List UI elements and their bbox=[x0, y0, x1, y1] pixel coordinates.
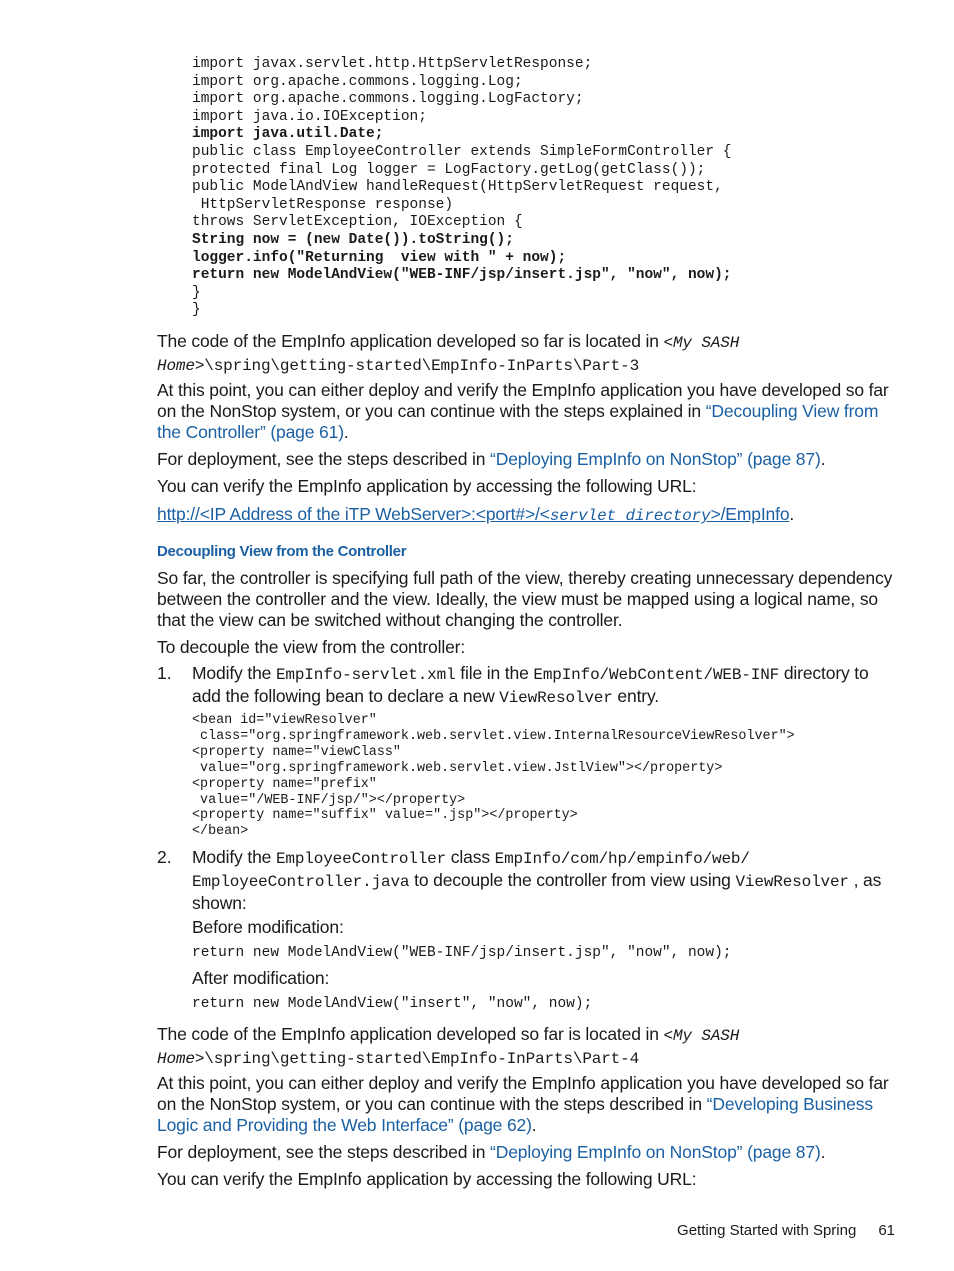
decoupling-view-link[interactable]: “Decoupling View from the Controller” (page 61) bbox=[157, 401, 879, 442]
code-location-paragraph bbox=[157, 1024, 897, 1070]
step-2-text bbox=[192, 847, 897, 914]
code-line: <property name="viewClass" bbox=[192, 744, 401, 760]
path-lt: < bbox=[663, 1027, 673, 1045]
step-number: 1. bbox=[157, 663, 172, 683]
para-end: . bbox=[789, 504, 795, 524]
code-line: <bean id="viewResolver" bbox=[192, 713, 377, 728]
inline-code: ViewResolver bbox=[499, 689, 613, 707]
code-line: </bean> bbox=[192, 824, 249, 840]
url-part: http://<IP Address of the iTP WebServer>:<port#>/< bbox=[157, 504, 550, 524]
after-modification-code: return new ModelAndView("insert", "now", now); bbox=[192, 996, 593, 1012]
page-number: 61 bbox=[878, 1222, 895, 1239]
intro-paragraph: So far, the controller is specifying full path of the view, thereby creating unnecessary dependency between the controller and the view. Ideally, the view must be mapped using a logical name, so that the view can be switched without changing the controller. bbox=[157, 568, 893, 630]
code-line: protected final Log logger = LogFactory.getLog(getClass()); bbox=[192, 161, 706, 178]
empinfo-url-link[interactable] bbox=[157, 504, 789, 524]
para-text: At this point, you can either deploy and verify the EmpInfo application you have developed so far on the NonStop system, or you can continue with the steps explained in bbox=[157, 380, 889, 421]
url-servlet-directory: servlet directory bbox=[549, 507, 711, 525]
para-end: . bbox=[531, 1115, 537, 1135]
para-text: The code of the EmpInfo application developed so far is located in bbox=[157, 331, 664, 351]
step-text: to decouple the controller from view using bbox=[409, 870, 736, 890]
section-heading: Decoupling View from the Controller bbox=[157, 543, 407, 560]
code-line: import org.apache.commons.logging.LogFactory; bbox=[192, 91, 584, 108]
code-line: } bbox=[192, 284, 201, 301]
code-block-bean bbox=[192, 713, 795, 840]
code-line: class="org.springframework.web.servlet.view.InternalResourceViewResolver"> bbox=[192, 728, 795, 744]
code-block-imports bbox=[192, 56, 892, 320]
path-placeholder: My SASH Home bbox=[157, 334, 740, 375]
instruction-paragraph: To decouple the view from the controller: bbox=[157, 637, 466, 657]
deploy-or-continue-paragraph bbox=[157, 380, 897, 443]
inline-code: EmpInfo/com/hp/empinfo/web/ EmployeeController.java bbox=[192, 850, 750, 891]
before-modification-label: Before modification: bbox=[192, 917, 344, 937]
step-text: , as shown: bbox=[192, 870, 882, 913]
step-text: Modify the bbox=[192, 663, 276, 683]
step-text: entry. bbox=[612, 686, 659, 706]
url-part: >/EmpInfo bbox=[710, 504, 790, 524]
verify-paragraph: You can verify the EmpInfo application by accessing the following URL: bbox=[157, 476, 697, 496]
deployment-paragraph bbox=[157, 1142, 897, 1163]
deployment-paragraph bbox=[157, 449, 897, 470]
code-line: } bbox=[192, 302, 201, 319]
para-text: At this point, you can either deploy and verify the EmpInfo application you have developed so far on the NonStop system, or you can continue with the steps described in bbox=[157, 1073, 889, 1114]
inline-code: ViewResolver bbox=[735, 873, 849, 891]
footer-title: Getting Started with Spring bbox=[677, 1222, 857, 1239]
code-line: HttpServletResponse response) bbox=[192, 196, 454, 213]
code-line: <property name="prefix" bbox=[192, 776, 377, 792]
path-rest: >\spring\getting-started\EmpInfo-InParts\Part-4 bbox=[194, 1050, 640, 1068]
step-text: directory to add the following bean to declare a new bbox=[192, 663, 869, 706]
code-line: public ModelAndView handleRequest(HttpServletRequest request, bbox=[192, 179, 723, 196]
code-location-paragraph bbox=[157, 331, 897, 377]
code-line: String now = (new Date()).toString(); bbox=[192, 231, 514, 248]
para-end: . bbox=[820, 1142, 826, 1162]
code-line: import java.util.Date; bbox=[192, 126, 384, 143]
page-footer bbox=[0, 1222, 895, 1239]
deploy-or-continue-paragraph bbox=[157, 1073, 897, 1136]
code-line: import org.apache.commons.logging.Log; bbox=[192, 73, 523, 90]
step-text: class bbox=[446, 847, 495, 867]
path-rest: >\spring\getting-started\EmpInfo-InParts\Part-3 bbox=[194, 357, 640, 375]
step-number: 2. bbox=[157, 847, 172, 867]
inline-code: EmployeeController bbox=[275, 850, 447, 868]
code-line: <property name="suffix" value=".jsp"></property> bbox=[192, 808, 578, 824]
code-line: return new ModelAndView("WEB-INF/jsp/insert.jsp", "now", now); bbox=[192, 267, 732, 284]
code-line: throws ServletException, IOException { bbox=[192, 214, 523, 231]
step-text: file in the bbox=[455, 663, 534, 683]
code-line: value="/WEB-INF/jsp/"></property> bbox=[192, 792, 466, 808]
code-line: import java.io.IOException; bbox=[192, 108, 427, 125]
para-end: . bbox=[343, 422, 349, 442]
inline-code: EmpInfo/WebContent/WEB-INF bbox=[533, 666, 780, 684]
path-placeholder: My SASH Home bbox=[157, 1027, 740, 1068]
para-text: For deployment, see the steps described in bbox=[157, 1142, 491, 1162]
code-line: logger.info("Returning view with " + now); bbox=[192, 249, 567, 266]
deploying-empinfo-link[interactable]: “Deploying EmpInfo on NonStop” (page 87) bbox=[490, 449, 821, 469]
verify-paragraph: You can verify the EmpInfo application by accessing the following URL: bbox=[157, 1169, 697, 1189]
before-modification-code: return new ModelAndView("WEB-INF/jsp/insert.jsp", "now", now); bbox=[192, 945, 732, 961]
code-line: import javax.servlet.http.HttpServletResponse; bbox=[192, 56, 593, 72]
deploying-empinfo-link[interactable]: “Deploying EmpInfo on NonStop” (page 87) bbox=[490, 1142, 821, 1162]
para-text: The code of the EmpInfo application developed so far is located in bbox=[157, 1024, 664, 1044]
code-line: public class EmployeeController extends SimpleFormController { bbox=[192, 143, 732, 160]
step-1-text bbox=[192, 663, 897, 709]
para-end: . bbox=[820, 449, 826, 469]
inline-code: EmpInfo-servlet.xml bbox=[275, 666, 456, 684]
after-modification-label: After modification: bbox=[192, 968, 330, 988]
path-lt: < bbox=[663, 334, 673, 352]
developing-business-logic-link[interactable]: “Developing Business Logic and Providing the Web Interface” (page 62) bbox=[157, 1094, 873, 1135]
code-line: value="org.springframework.web.servlet.view.JstlView"></property> bbox=[192, 760, 723, 776]
para-text: For deployment, see the steps described in bbox=[157, 449, 491, 469]
empinfo-url bbox=[157, 504, 897, 527]
step-text: Modify the bbox=[192, 847, 276, 867]
